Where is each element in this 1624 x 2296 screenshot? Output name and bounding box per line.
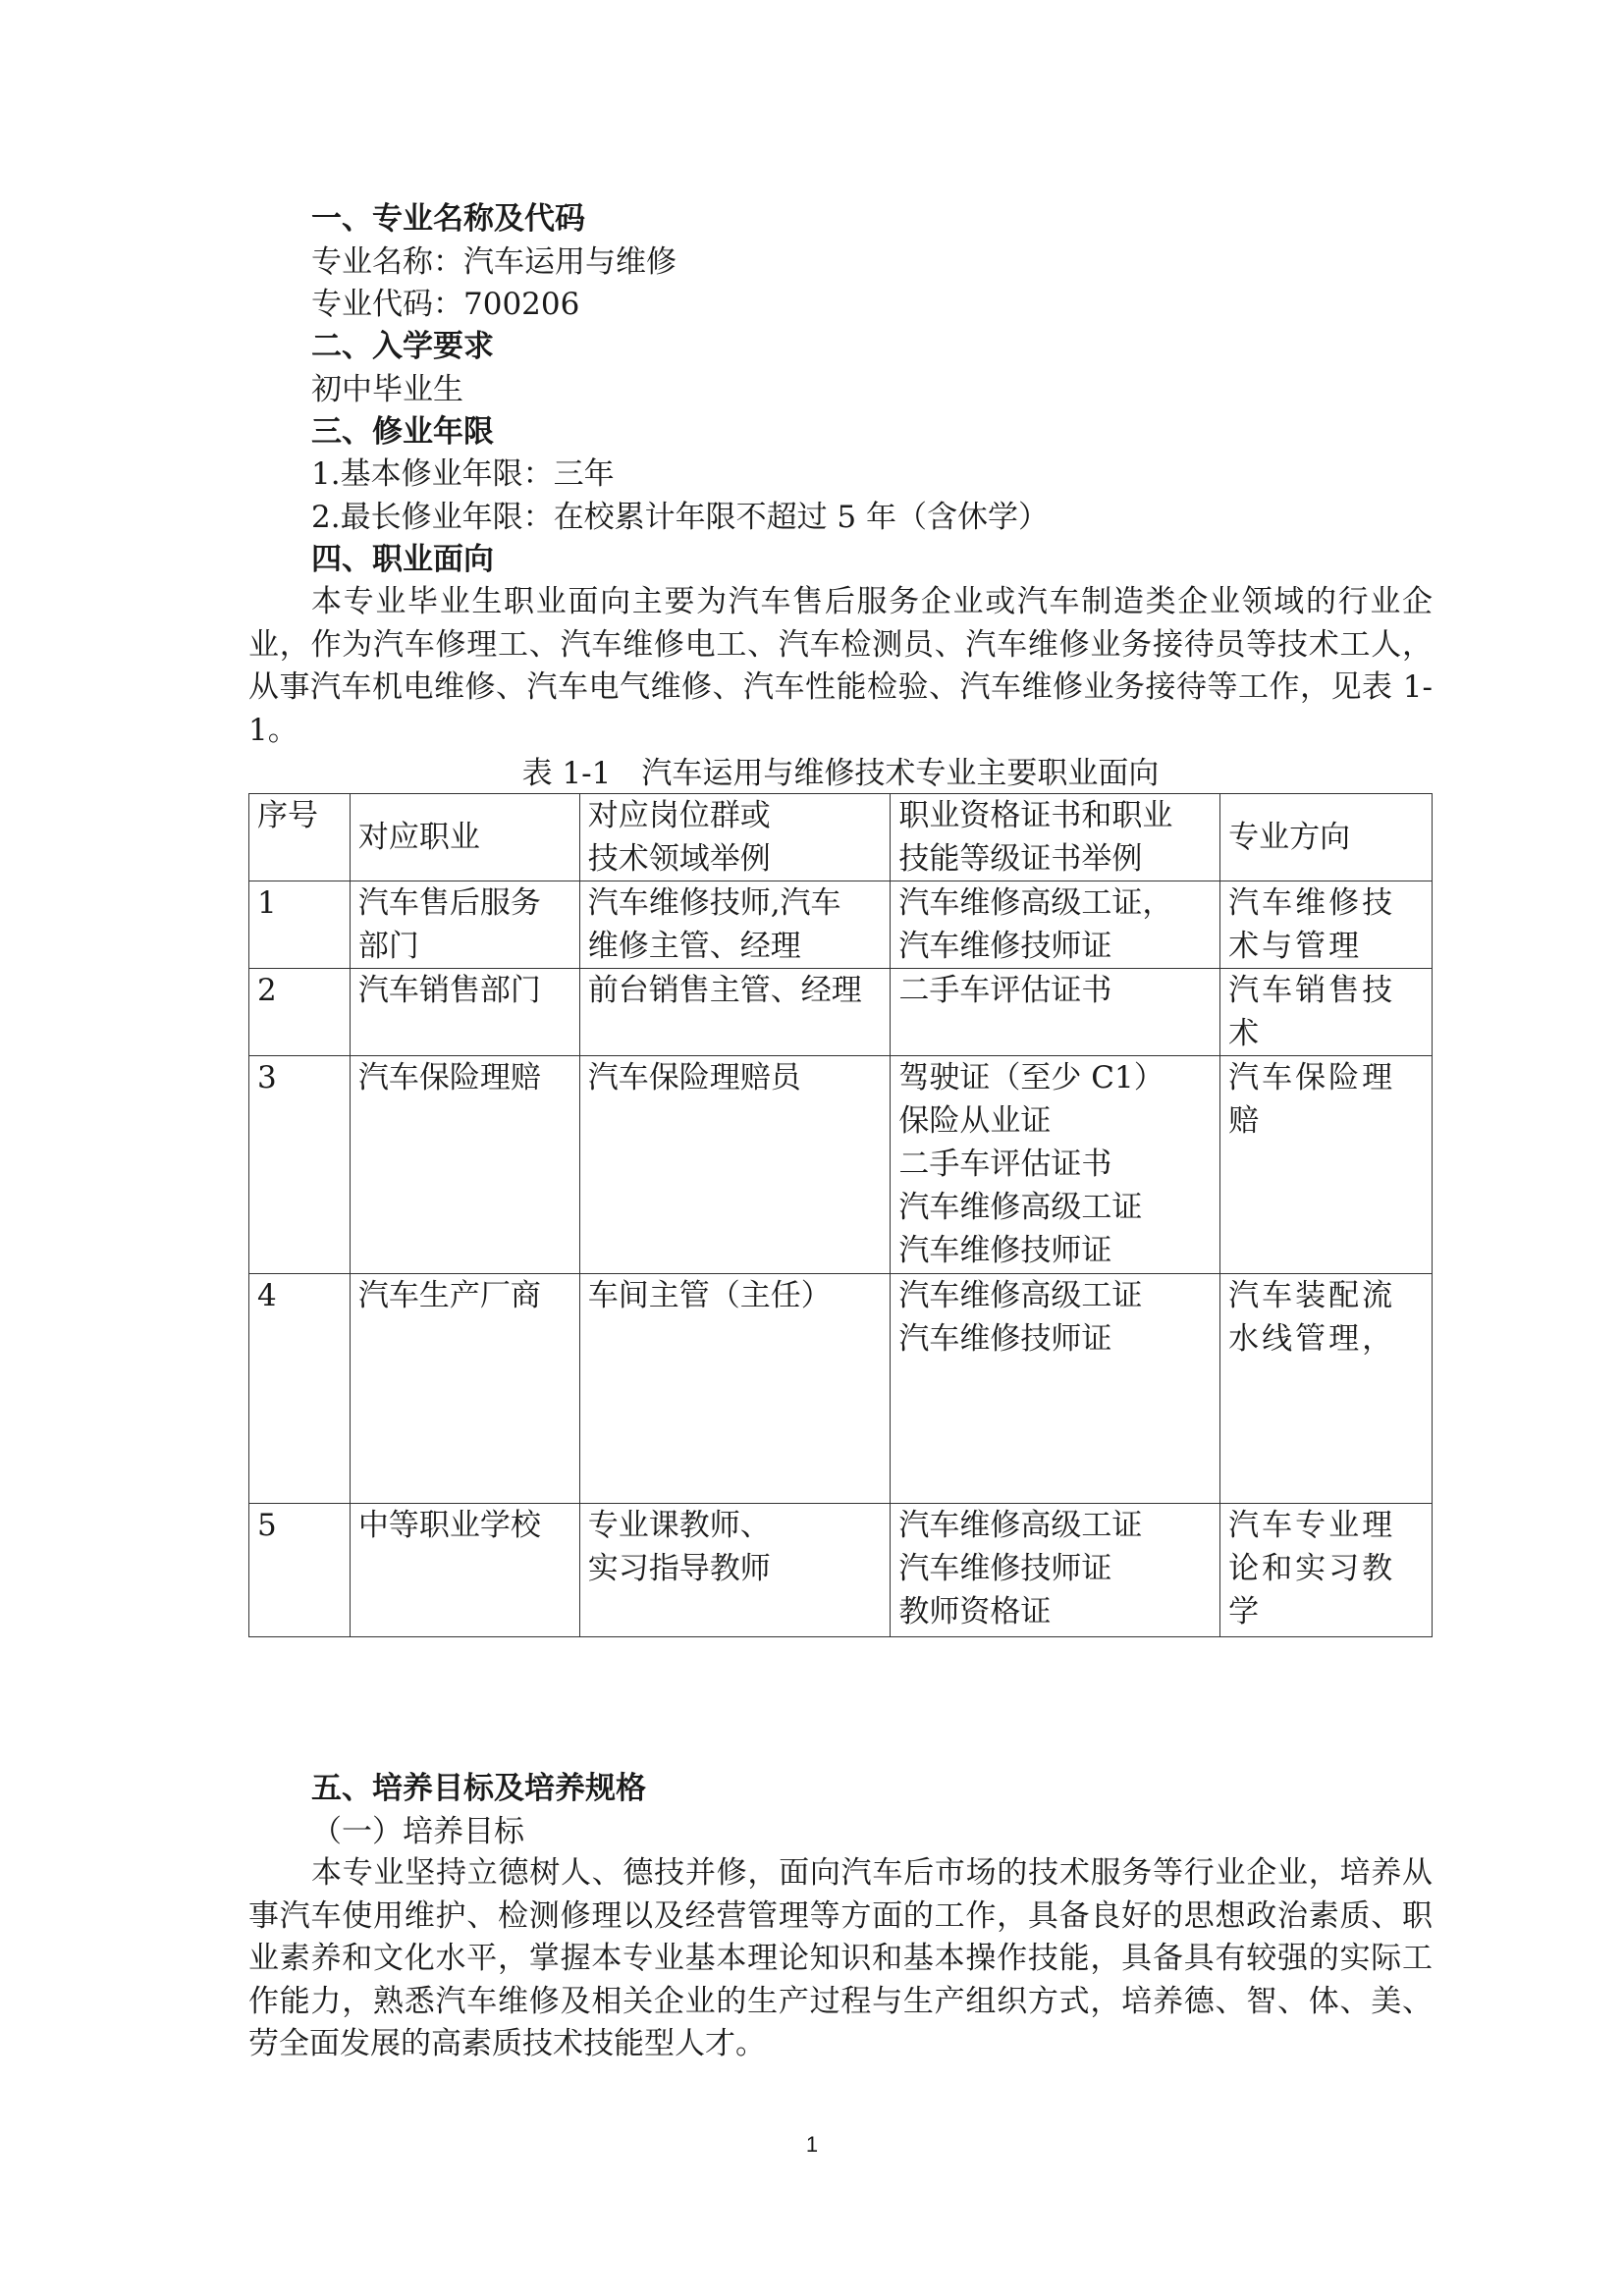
cell-cert: 二手车评估证书 (891, 969, 1220, 1056)
cell-cert: 汽车维修高级工证 汽车维修技师证 教师资格证 (891, 1504, 1220, 1637)
cell-job: 汽车销售部门 (350, 969, 579, 1056)
study-years-item-2: 2.最长修业年限：在校累计年限不超过 5 年（含休学） (311, 500, 1050, 535)
section-heading-2: 二、入学要求 (311, 329, 494, 364)
table-row (249, 881, 1433, 969)
table-row (249, 1056, 1433, 1274)
cell-seq: 1 (249, 881, 351, 969)
table-row (249, 1504, 1433, 1637)
cell-seq: 2 (249, 969, 351, 1056)
table-row (249, 1274, 1433, 1504)
cell-seq: 4 (249, 1274, 351, 1504)
study-years-item-1: 1.基本修业年限：三年 (311, 456, 615, 492)
cell-cert: 汽车维修高级工证 汽车维修技师证 (891, 1274, 1220, 1504)
cell-post: 专业课教师、 实习指导教师 (579, 1504, 891, 1637)
header-post: 对应岗位群或 技术领域举例 (579, 794, 891, 881)
section-heading-5: 五、培养目标及培养规格 (311, 1771, 646, 1806)
cell-cert: 驾驶证（至少 C1） 保险从业证 二手车评估证书 汽车维修高级工证 汽车维修技师证 (891, 1056, 1220, 1274)
major-name-line: 专业名称：汽车运用与维修 (311, 244, 677, 280)
cell-seq: 3 (249, 1056, 351, 1274)
cell-dir: 汽车保险理 赔 (1220, 1056, 1433, 1274)
admission-requirement-text: 初中毕业生 (311, 372, 463, 407)
career-paragraph: 本专业毕业生职业面向主要为汽车售后服务企业或汽车制造类企业领域的行业企业，作为汽车修理工、汽车维修电工、汽车检测员、汽车维修业务接待员等技术工人，从事汽车机电维修、汽车电气维修、汽车性能检验、汽车维修业务接待等工作，见表 1-1。 (248, 584, 1433, 748)
cell-job: 中等职业学校 (350, 1504, 579, 1637)
header-dir: 专业方向 (1220, 794, 1433, 881)
cell-post: 汽车保险理赔员 (579, 1056, 891, 1274)
cell-seq: 5 (249, 1504, 351, 1637)
cell-dir: 汽车专业理 论和实习教 学 (1220, 1504, 1433, 1637)
header-cert: 职业资格证书和职业 技能等级证书举例 (891, 794, 1220, 881)
career-table (248, 793, 1433, 1637)
cell-dir: 汽车装配流 水线管理， (1220, 1274, 1433, 1504)
section-heading-3: 三、修业年限 (311, 414, 494, 450)
header-job: 对应职业 (350, 794, 579, 881)
cell-dir: 汽车销售技 术 (1220, 969, 1433, 1056)
cell-cert: 汽车维修高级工证， 汽车维修技师证 (891, 881, 1220, 969)
table-header-row (249, 794, 1433, 881)
cell-post: 汽车维修技师,汽车 维修主管、经理 (579, 881, 891, 969)
cell-job: 汽车生产厂商 (350, 1274, 579, 1504)
header-seq: 序号 (249, 794, 351, 881)
section-heading-4: 四、职业面向 (311, 542, 494, 577)
section-heading-1: 一、专业名称及代码 (311, 201, 585, 237)
cell-job: 汽车售后服务 部门 (350, 881, 579, 969)
cell-post: 车间主管（主任） (579, 1274, 891, 1504)
cell-dir: 汽车维修技 术与管理 (1220, 881, 1433, 969)
sub-heading-training-goal: （一）培养目标 (311, 1814, 524, 1849)
table-caption: 表 1-1 汽车运用与维修技术专业主要职业面向 (521, 756, 1160, 791)
table-row (249, 969, 1433, 1056)
training-goal-paragraph: 本专业坚持立德树人、德技并修，面向汽车后市场的技术服务等行业企业，培养从事汽车使用维护、检测修理以及经营管理等方面的工作，具备良好的思想政治素质、职业素养和文化水平，掌握本专业基本理论知识和基本操作技能，具备具有较强的实际工作能力，熟悉汽车维修及相关企业的生产过程与生产组织方式，培养德、智、体、美、劳全面发展的高素质技术技能型人才。 (248, 1855, 1433, 2061)
page-number: 1 (805, 2132, 819, 2157)
cell-job: 汽车保险理赔 (350, 1056, 579, 1274)
major-code-line: 专业代码：700206 (311, 287, 580, 322)
cell-post: 前台销售主管、经理 (579, 969, 891, 1056)
